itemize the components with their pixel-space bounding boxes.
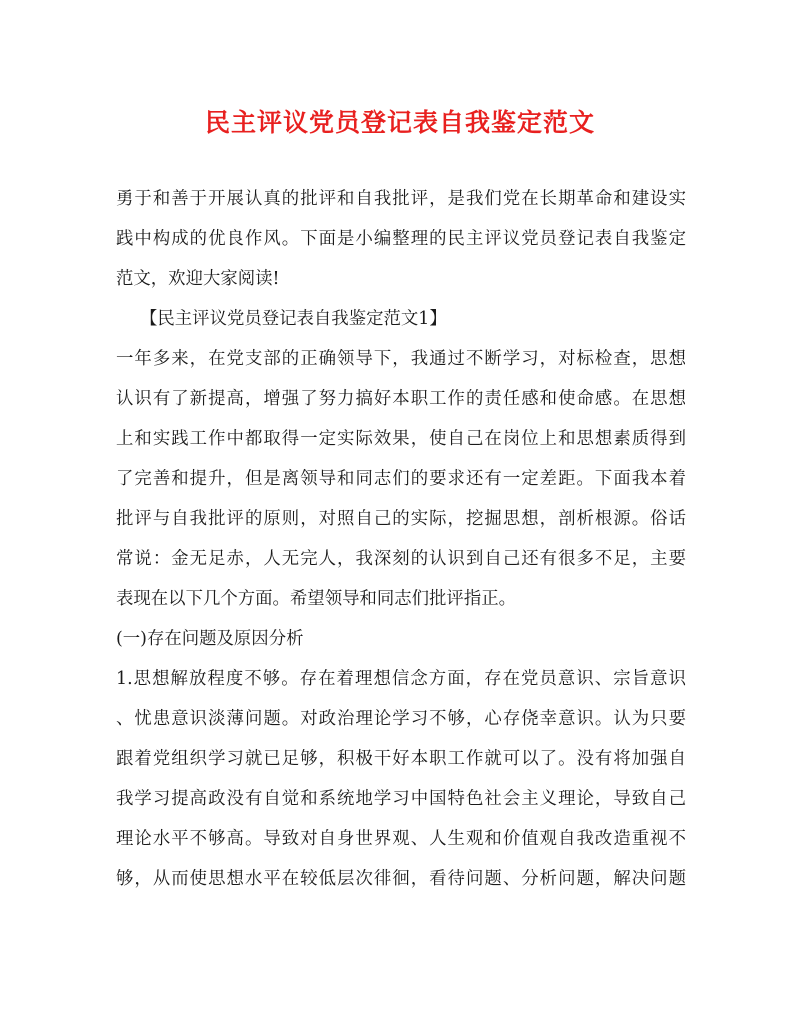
document-title: 民主评议党员登记表自我鉴定范文 — [204, 108, 595, 137]
body-line: 、忧患意识淡薄问题。对政治理论学习不够，心存侥幸意识。认为只要 — [116, 709, 686, 729]
body-line: 了完善和提升，但是离领导和同志们的要求还有一定差距。下面我本着 — [116, 469, 686, 489]
body-line: 1.思想解放程度不够。存在着理想信念方面，存在党员意识、宗旨意识 — [116, 669, 686, 689]
body-line: 一年多来，在党支部的正确领导下，我通过不断学习，对标检查，思想 — [116, 349, 686, 369]
body-line: 跟着党组织学习就已足够，积极干好本职工作就可以了。没有将加强自 — [116, 749, 686, 769]
section-heading: 【民主评议党员登记表自我鉴定范文1】 — [140, 309, 447, 329]
body-line: 认识有了新提高，增强了努力搞好本职工作的责任感和使命感。在思想 — [116, 389, 686, 409]
body-line: 够，从而使思想水平在较低层次徘徊，看待问题、分析问题，解决问题 — [116, 869, 686, 889]
body-line: 常说：金无足赤，人无完人，我深刻的认识到自己还有很多不足，主要 — [116, 549, 686, 569]
body-line: 批评与自我批评的原则，对照自己的实际，挖掘思想，剖析根源。俗话 — [116, 509, 686, 529]
body-line: 表现在以下几个方面。希望领导和同志们批评指正。 — [116, 589, 516, 609]
body-line: 理论水平不够高。导致对自身世界观、人生观和价值观自我改造重视不 — [116, 829, 686, 849]
body-line: 践中构成的优良作风。下面是小编整理的民主评议党员登记表自我鉴定 — [116, 229, 686, 249]
subsection-heading: (一)存在问题及原因分析 — [116, 629, 304, 649]
body-line: 勇于和善于开展认真的批评和自我批评，是我们党在长期革命和建设实 — [116, 189, 686, 209]
document-body — [116, 179, 686, 899]
body-line: 上和实践工作中都取得一定实际效果，使自己在岗位上和思想素质得到 — [116, 429, 686, 449]
body-line: 范文，欢迎大家阅读! — [116, 269, 280, 289]
body-line: 我学习提高政没有自觉和系统地学习中国特色社会主义理论，导致自己 — [116, 789, 686, 809]
